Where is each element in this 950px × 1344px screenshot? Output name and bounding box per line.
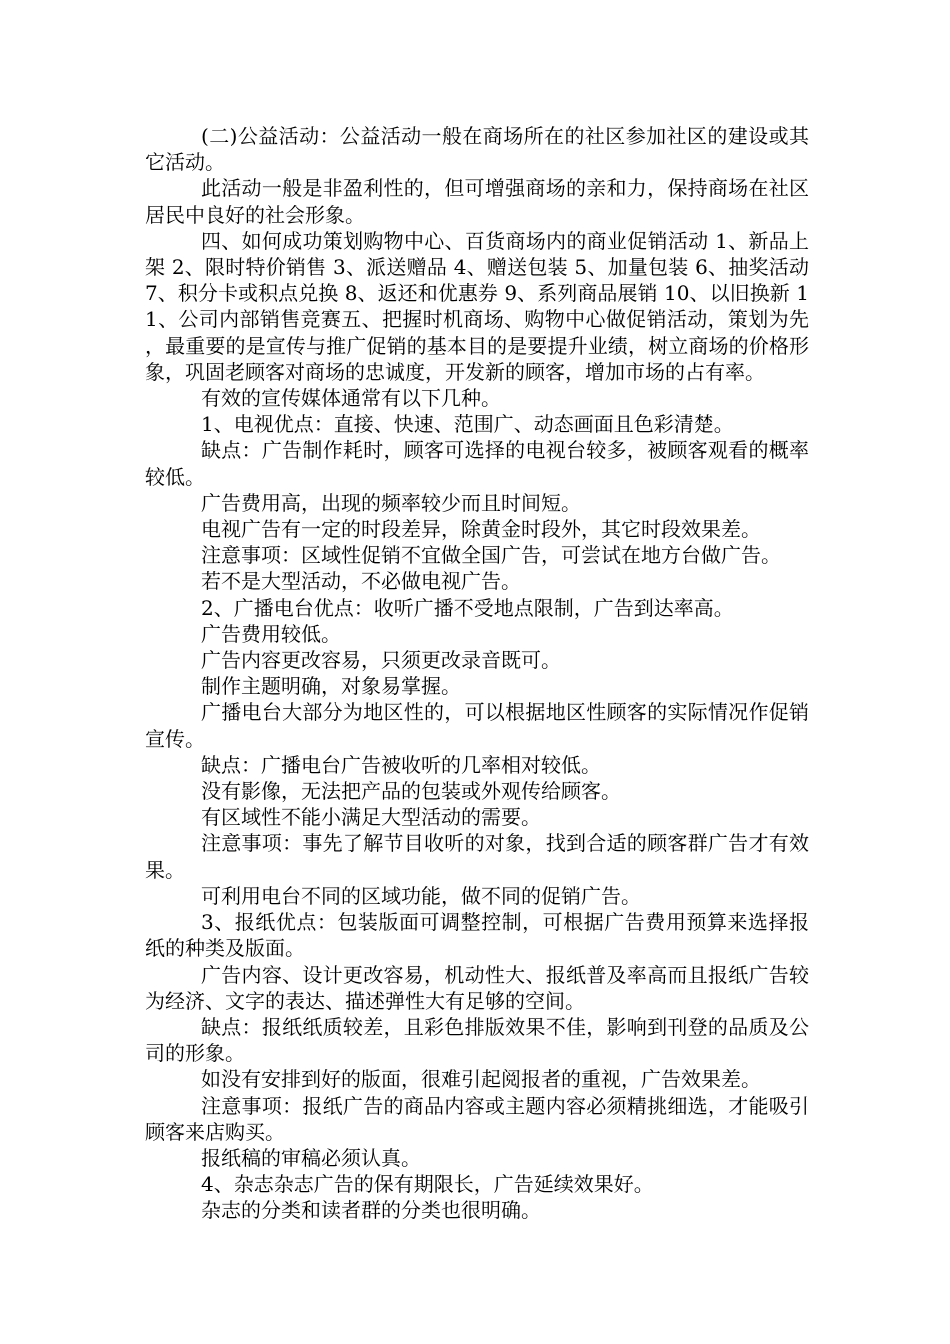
paragraph: 注意事项：区域性促销不宜做全国广告，可尝试在地方台做广告。 — [201, 543, 781, 568]
paragraph: 有区域性不能小满足大型活动的需要。 — [201, 805, 541, 830]
paragraph: 1、电视优点：直接、快速、范围广、动态画面且色彩清楚。 — [201, 412, 734, 437]
paragraph: 2、广播电台优点：收听广播不受地点限制，广告到达率高。 — [201, 595, 734, 620]
paragraph: 广告费用较低。 — [201, 621, 341, 646]
paragraph: 如没有安排到好的版面，很难引起阅报者的重视，广告效果差。 — [201, 1067, 761, 1092]
paragraph: 缺点：广告制作耗时，顾客可选择的电视台较多，被顾客观看的概率较低。 — [145, 438, 809, 489]
paragraph: 杂志的分类和读者群的分类也很明确。 — [201, 1198, 541, 1223]
paragraph: 缺点：报纸纸质较差，且彩色排版效果不佳，影响到刊登的品质及公司的形象。 — [145, 1014, 809, 1066]
paragraph: 广播电台大部分为地区性的，可以根据地区性顾客的实际情况作促销宣传。 — [145, 700, 809, 751]
document-body — [145, 123, 809, 1224]
paragraph: 报纸稿的审稿必须认真。 — [201, 1145, 421, 1170]
paragraph: 四、如何成功策划购物中心、百货商场内的商业促销活动 1、新品上架 2、限时特价销售 3、派送赠品 4、赠送包装 5、加量包装 6、抽奖活动 7、积分卡或积点兑换 8、返还和优惠券 9、系列商品展销 10、以旧换新 11、公司内部销售竞赛五、把握时机商场、购物中心做促销活动，策划为先，最重要的是宣传与推广促销的基本目的是要提升业绩，树立商场的价格形象，巩固老顾客对商场的忠诚度，开发新的顾客，增加市场的占有率。 — [145, 228, 809, 384]
paragraph: 广告费用高，出现的频率较少而且时间短。 — [201, 490, 581, 515]
paragraph: 4、杂志杂志广告的保有期限长，广告延续效果好。 — [201, 1172, 654, 1197]
paragraph: 可利用电台不同的区域功能，做不同的促销广告。 — [201, 883, 641, 908]
paragraph: 电视广告有一定的时段差异，除黄金时段外，其它时段效果差。 — [201, 517, 761, 542]
paragraph: 注意事项：事先了解节目收听的对象，找到合适的顾客群广告才有效果。 — [145, 831, 809, 882]
paragraph: 此活动一般是非盈利性的，但可增强商场的亲和力，保持商场在社区居民中良好的社会形象。 — [145, 176, 809, 227]
paragraph: 制作主题明确，对象易掌握。 — [201, 674, 461, 699]
paragraph: 若不是大型活动，不必做电视广告。 — [201, 569, 521, 594]
paragraph: 没有影像，无法把产品的包装或外观传给顾客。 — [201, 779, 621, 804]
paragraph: 广告内容更改容易，只须更改录音既可。 — [201, 648, 561, 673]
paragraph: 3、报纸优点：包装版面可调整控制，可根据广告费用预算来选择报纸的种类及版面。 — [145, 910, 809, 961]
paragraph: 缺点：广播电台广告被收听的几率相对较低。 — [201, 752, 601, 777]
paragraph: 注意事项：报纸广告的商品内容或主题内容必须精挑细选，才能吸引顾客来店购买。 — [145, 1093, 809, 1144]
paragraph: 广告内容、设计更改容易，机动性大、报纸普及率高而且报纸广告较为经济、文字的表达、描述弹性大有足够的空间。 — [145, 962, 809, 1013]
paragraph: 有效的宣传媒体通常有以下几种。 — [201, 386, 501, 411]
paragraph: (二)公益活动：公益活动一般在商场所在的社区参加社区的建设或其它活动。 — [145, 124, 809, 175]
